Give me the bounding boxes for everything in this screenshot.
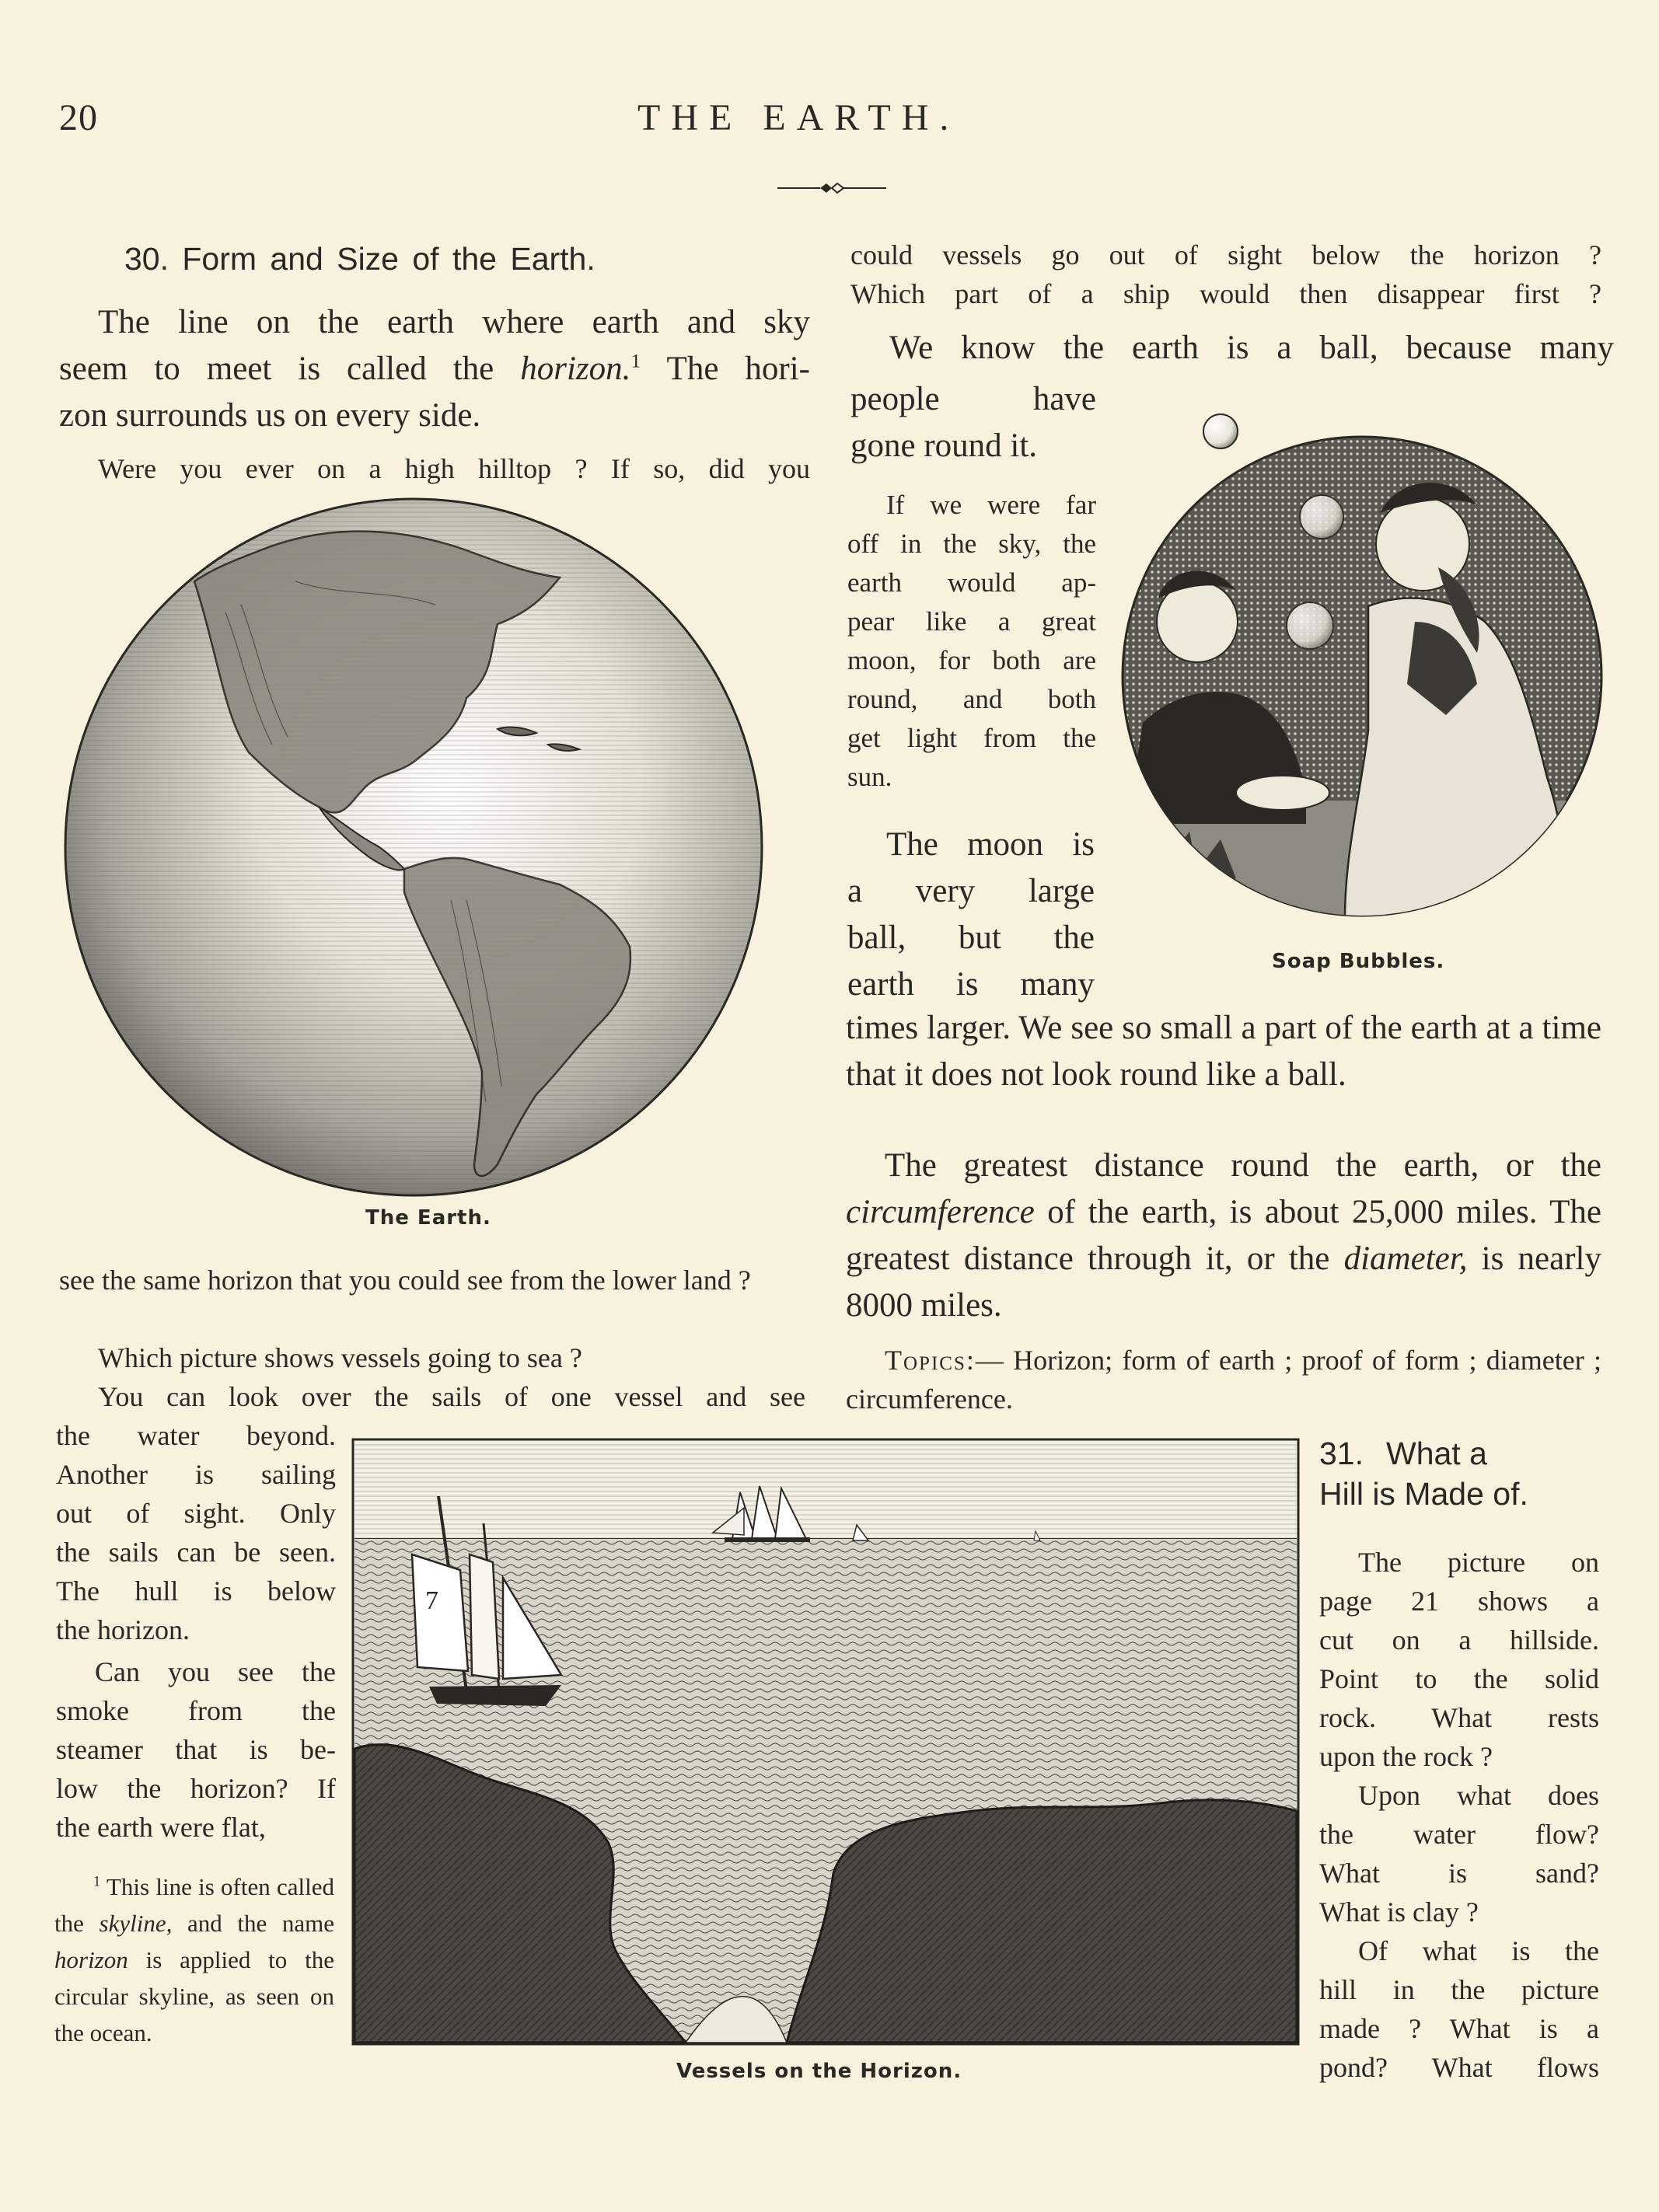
term-circumference: circumference: [846, 1194, 1035, 1230]
text-line: Were you ever on a high hilltop ? If so, did you: [98, 453, 810, 484]
term-diameter: diameter,: [1343, 1240, 1468, 1277]
text-line: The picture on: [1358, 1547, 1599, 1578]
bubble: [1287, 602, 1333, 649]
term-horizon-footnote: horizon: [54, 1946, 128, 1973]
section-31-number: 31.: [1319, 1436, 1364, 1471]
text-line: We know the earth is a ball, because many: [889, 330, 1614, 366]
text-line: pear like a great: [847, 606, 1096, 637]
text-line: [59, 346, 810, 393]
text-line: The line on the earth where earth and sky: [98, 304, 810, 340]
text-run: The hori-: [641, 351, 810, 387]
text-run: The greatest distance round the earth, or the: [885, 1147, 1601, 1184]
text-line: Can you see the: [95, 1656, 336, 1687]
text-line: Of what is the: [1358, 1935, 1599, 1966]
text-line: earth would ap-: [847, 567, 1096, 598]
text-line: could vessels go out of sight below the horizon ?: [850, 239, 1601, 270]
text-line: low the horizon? If: [56, 1773, 336, 1804]
text-line: gone round it.: [850, 427, 1038, 464]
text-line: earth is many: [847, 966, 1095, 1003]
paragraph-horizon-cont: [850, 236, 1601, 313]
paragraph-hill: [1319, 1543, 1599, 2087]
text-line: Hill is Made of.: [1319, 1476, 1528, 1512]
text-line: steamer that is be-: [56, 1734, 336, 1765]
text-line: Upon what does: [1358, 1780, 1599, 1811]
paragraph-ball-narrow: [850, 376, 1096, 469]
soap-bubbles-illustration: [1112, 389, 1609, 940]
text-line: upon the rock ?: [1319, 1741, 1493, 1772]
text-line: pond? What flows: [1319, 2052, 1599, 2083]
paragraph-moon-cont: times larger. We see so small a part of the earth at a time that it does not look round like a ball.: [846, 1010, 1601, 1093]
text-line: What a: [1386, 1436, 1487, 1471]
text-run: is nearly 8000 miles.: [846, 1240, 1601, 1324]
paragraph-horizon: [59, 299, 810, 439]
text-line: the earth were flat,: [56, 1812, 266, 1843]
text-line: the water flow?: [1319, 1819, 1599, 1850]
text-line: out of sight. Only: [56, 1498, 336, 1529]
text-run: seem to meet is called the: [59, 351, 521, 387]
text-line: the sails can be seen.: [56, 1537, 336, 1568]
text-line: Which part of a ship would then disappear first ?: [850, 278, 1601, 309]
text-line: The moon is: [886, 826, 1095, 863]
girl-head: [1376, 497, 1469, 591]
text-run: of the earth, is about 25,000 miles. The greatest distance through it, or the: [846, 1194, 1601, 1277]
text-line: made ? What is a: [1319, 2013, 1599, 2044]
text-line: cut on a hillside.: [1319, 1624, 1599, 1656]
question-hilltop: [59, 449, 810, 488]
sail-number: 7: [425, 1586, 438, 1615]
term-skyline: skyline,: [99, 1910, 173, 1937]
text-line: sun.: [847, 762, 892, 792]
bubble: [1300, 495, 1343, 539]
running-title: THE EARTH.: [637, 97, 960, 138]
text-line: get light from the: [847, 723, 1096, 753]
text-line: The hull is below: [56, 1575, 336, 1607]
footnote: [54, 1868, 334, 2051]
footnote-mark: 1: [93, 1873, 101, 1890]
text-line: moon, for both are: [847, 645, 1096, 675]
vessels-illustration: [351, 1438, 1300, 2046]
topics: [846, 1341, 1601, 1418]
bubbles-caption: Soap Bubbles.: [1272, 950, 1445, 973]
paragraph-moon: [847, 822, 1095, 1008]
text-line: page 21 shows a: [1319, 1586, 1599, 1617]
vessels-caption: Vessels on the Horizon.: [676, 2060, 962, 2083]
text-line: smoke from the: [56, 1695, 336, 1726]
header-ornament: [777, 180, 886, 196]
text-line: a very large: [847, 873, 1095, 909]
footnote-ref: 1: [630, 349, 641, 372]
bowl: [1236, 776, 1329, 810]
text-line: ball, but the: [847, 919, 1095, 956]
text-line: people have: [850, 381, 1096, 417]
bubble: [1203, 414, 1238, 448]
text-run: This line is often called the: [54, 1873, 334, 1937]
text-line: What is clay ?: [1319, 1896, 1479, 1928]
text-line: zon surrounds us on every side.: [59, 397, 481, 434]
term-horizon: horizon.: [520, 351, 631, 387]
text-line: off in the sky, the: [847, 529, 1096, 559]
text-line: the horizon.: [56, 1614, 190, 1645]
paragraph-circumference: [846, 1143, 1601, 1329]
text-line: the water beyond.: [56, 1420, 336, 1451]
paragraph-sails: [59, 1377, 805, 1416]
section-31-heading: [1319, 1433, 1528, 1514]
text-run: is applied to the circular skyline, as seen on the ocean.: [54, 1946, 334, 2046]
earth-globe-illustration: [62, 496, 766, 1199]
question-hilltop-cont: see the same horizon that you could see from the lower land ?: [59, 1265, 751, 1296]
text-line: rock. What rests: [1319, 1702, 1599, 1733]
text-line: Point to the solid: [1319, 1663, 1599, 1694]
page-number: 20: [59, 97, 98, 138]
text-line: Another is sailing: [56, 1459, 336, 1490]
text-line: round, and both: [847, 684, 1096, 714]
text-line: You can look over the sails of one vessel and see: [98, 1381, 805, 1412]
text-line: hill in the picture: [1319, 1974, 1599, 2005]
text-line: What is sand?: [1319, 1858, 1599, 1889]
paragraph-smoke: [56, 1652, 336, 1847]
section-30-heading: 30. Form and Size of the Earth.: [124, 241, 595, 277]
question-vessels: [59, 1338, 805, 1377]
paragraph-ball: [850, 325, 1614, 372]
text-line: If we were far: [886, 490, 1096, 520]
text-line: Which picture shows vessels going to sea ?: [98, 1342, 582, 1373]
paragraph-far-off: [847, 486, 1096, 797]
paragraph-sails-narrow: [56, 1416, 336, 1649]
topics-label: Topics:: [885, 1345, 976, 1376]
text-run: and the name: [172, 1910, 335, 1937]
topics-text: — Horizon; form of earth ; proof of form ; diameter ; circumference.: [846, 1345, 1601, 1415]
earth-caption: The Earth.: [365, 1206, 491, 1230]
